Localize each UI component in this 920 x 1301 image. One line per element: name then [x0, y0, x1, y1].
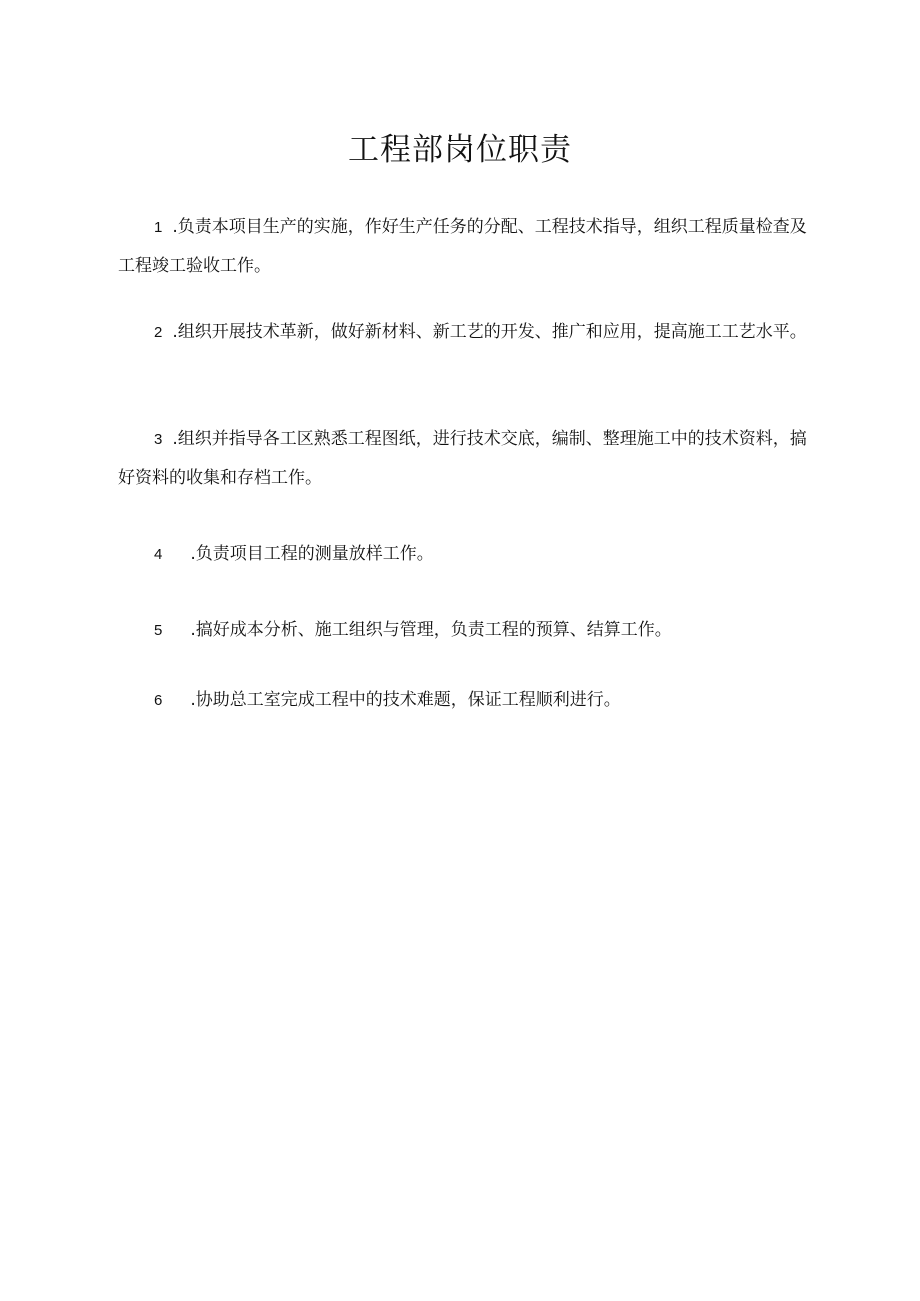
- item-text: 搞好成本分析、施工组织与管理，负责工程的预算、结算工作。: [195, 620, 672, 640]
- page-title: 工程部岗位职责: [348, 132, 572, 168]
- item-text: 负责本项目生产的实施，作好生产任务的分配、工程技术指导，组织工程质量检查及工程竣工验收工作。: [118, 217, 807, 276]
- list-item: [118, 420, 810, 497]
- item-number: 4: [154, 546, 163, 563]
- item-separator: .: [190, 544, 196, 564]
- item-number: 6: [154, 692, 163, 709]
- item-separator: .: [172, 217, 178, 237]
- item-number: 3: [154, 431, 163, 448]
- item-number: 5: [154, 622, 163, 639]
- item-number: 1: [154, 219, 163, 236]
- item-text: 负责项目工程的测量放样工作。: [195, 544, 434, 564]
- list-item: [118, 611, 810, 650]
- item-number: 2: [154, 324, 163, 341]
- item-separator: .: [190, 620, 196, 640]
- list-item: [118, 313, 810, 352]
- item-separator: .: [172, 322, 178, 342]
- list-item: [118, 681, 810, 720]
- item-separator: .: [190, 690, 196, 710]
- item-text: 协助总工室完成工程中的技术难题，保证工程顺利进行。: [195, 690, 621, 710]
- list-item: [118, 535, 810, 574]
- item-text: 组织开展技术革新，做好新材料、新工艺的开发、推广和应用，提高施工工艺水平。: [177, 322, 807, 342]
- item-separator: .: [172, 429, 178, 449]
- item-text: 组织并指导各工区熟悉工程图纸，进行技术交底，编制、整理施工中的技术资料，搞好资料的收集和存档工作。: [118, 429, 807, 488]
- list-item: [118, 208, 810, 285]
